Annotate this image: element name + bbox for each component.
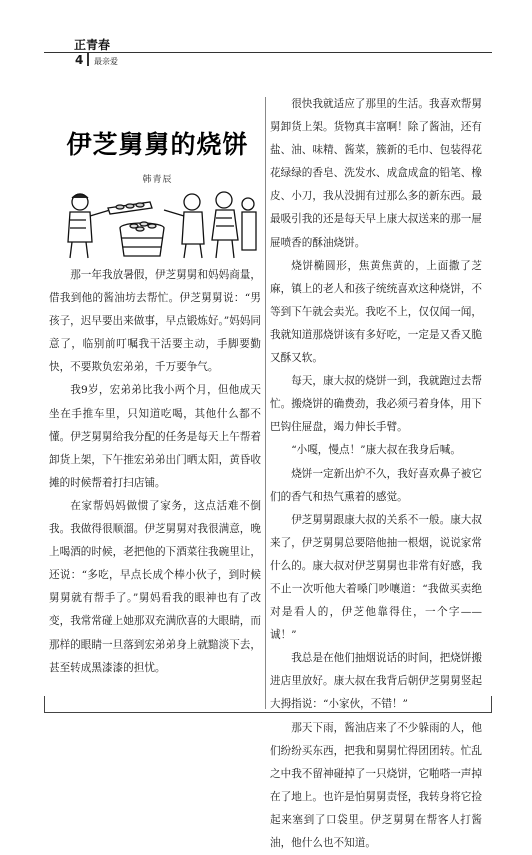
paragraph: 很快我就适应了那里的生活。我喜欢帮舅舅卸货上架。货物真丰富啊！除了酱油，还有盐、油、味精、酱菜，簇新的毛巾、包装得花花绿绿的香皂、洗发水、成盒成盒的铅笔、橡皮、小刀，我从没拥有过那么多的新东西。最最吸引我的还是每天早上康大叔送来的那一屉屉喷香的酥油烧饼。 <box>270 98 482 249</box>
paragraph: 我9岁，宏弟弟比我小两个月，但他成天坐在手推车里，只知道吃喝，其他什么都不懂。伊芝舅舅给我分配的任务是每天上午帮着卸货上架，下午推宏弟弟出门晒太阳，黄昏收摊的时候帮着打扫店铺。 <box>49 384 261 489</box>
paragraph: 我总是在他们抽烟说话的时间，把烧饼搬进店里放好。康大叔在我背后朝伊芝舅舅竖起大拇指说：“小家伙，不错！” <box>270 652 482 711</box>
section-label: 最亲爱 <box>94 57 118 66</box>
article-column-right <box>270 93 482 855</box>
paragraph: 那一年我放暑假，伊芝舅舅和妈妈商量，借我到他的酱油坊去帮忙。伊芝舅舅说：“男孩子，迟早要出来做事，早点锻炼好。”妈妈同意了，临别前叮嘱我干活要主动，手脚要勤快，不要欺负宏弟弟，千万要争气。 <box>49 269 261 374</box>
article-author: 韩青辰 <box>142 175 173 185</box>
paragraph: 伊芝舅舅跟康大叔的关系不一般。康大叔来了，伊芝舅舅总要陪他抽一根烟，说说家常什么的。康大叔对伊芝舅舅也非常有好感，我不止一次听他大着嗓门吵嚷道：“我做买卖绝对是看人的，伊芝他靠得住，一个字——诚！” <box>270 513 482 642</box>
header-rule <box>44 52 492 53</box>
magazine-title: 正青春 <box>74 38 111 52</box>
header-separator <box>87 53 89 66</box>
footer-tick-left <box>44 696 45 712</box>
page-number: 4 <box>75 53 84 67</box>
paragraph: 在家帮妈妈做惯了家务，这点活难不倒我。我做得很顺溜。伊芝舅舅对我很满意，晚上喝酒的时候，老把他的下酒菜往我碗里让，还说：“多吃，早点长成个棒小伙子，到时候舅舅就有帮手了。”舅妈看我的眼神也有了改变，我常常碰上她那双充满欣喜的大眼睛，而那样的眼睛一旦落到宏弟弟身上就黯淡下去，甚至转成黑漆漆的担忧。 <box>49 499 261 674</box>
shopkeepers-illustration <box>52 190 258 260</box>
page-header <box>0 0 532 70</box>
paragraph: 那天下雨，酱油店来了不少躲雨的人，他们纷纷买东西，把我和舅舅忙得团团转。忙乱之中我不留神碰掉了一只烧饼，它啪嗒一声掉在了地上。也许是怕舅舅责怪，我转身将它捡起来塞到了口袋里。伊芝舅舅在帮客人打酱油，他什么也不知道。 <box>270 721 482 849</box>
paragraph: 每天，康大叔的烧饼一到，我就跑过去帮忙。搬烧饼的确费劲，我必须弓着身体，用下巴钩住屉盘，竭力伸长手臂。 <box>270 375 482 434</box>
paragraph: “小嘎，慢点！”康大叔在我身后喊。 <box>291 444 461 457</box>
article-column-left <box>49 264 261 680</box>
illustration <box>52 190 258 260</box>
paragraph: 烧饼一定新出炉不久，我好喜欢鼻子被它们的香气和热气熏着的感觉。 <box>270 467 482 503</box>
footer-rule <box>44 712 492 713</box>
paragraph: 烧饼椭圆形，焦黄焦黄的，上面撒了芝麻，镇上的老人和孩子统统喜欢这种烧饼，不等到下午就会卖光。我吃不上，仅仅闻一闻，我就知道那烧饼该有多好吃，一定是又香又脆又酥又软。 <box>270 259 482 365</box>
article-title: 伊芝舅舅的烧饼 <box>66 130 249 159</box>
column-divider <box>265 97 266 709</box>
footer-tick-right <box>491 696 492 712</box>
